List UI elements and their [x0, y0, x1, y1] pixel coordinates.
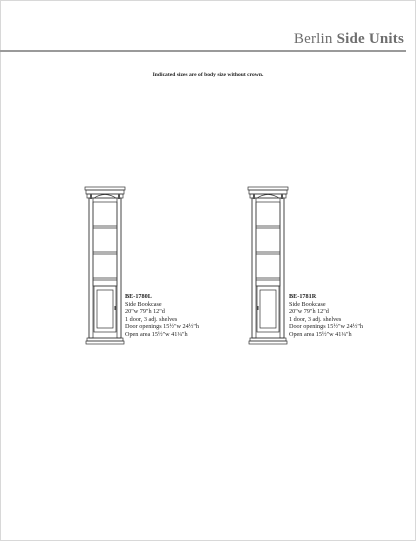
- title-category: Side Units: [336, 31, 404, 47]
- product-name: Side Bookcase: [289, 300, 326, 308]
- door-openings: Door openings 15½"w 24½"h: [125, 323, 199, 331]
- open-area: Open area 15½"w 41¼"h: [289, 330, 352, 338]
- size-note: Indicated sizes are of body size without crown.: [152, 72, 264, 78]
- product-features: 1 door, 3 adj. shelves: [125, 315, 178, 323]
- model-number: BE-1781R: [289, 293, 317, 300]
- title-series: Berlin: [293, 31, 333, 47]
- product-spec-left: [125, 293, 199, 339]
- bookcase-drawing-left: [84, 186, 126, 346]
- door-openings: Door openings 15½"w 24½"h: [289, 323, 363, 331]
- product-dimensions: 20"w 79"h 12"d: [289, 308, 329, 316]
- product-name: Side Bookcase: [125, 300, 162, 308]
- product-spec-right: [289, 293, 363, 339]
- page-title: [294, 31, 404, 48]
- header-rule: [0, 50, 406, 52]
- model-number: BE-1780L: [125, 293, 152, 300]
- bookcase-drawing-right: [247, 186, 289, 346]
- open-area: Open area 15½"w 41¼"h: [125, 330, 188, 338]
- product-features: 1 door, 3 adj. shelves: [289, 315, 342, 323]
- product-dimensions: 20"w 79"h 12"d: [125, 308, 165, 316]
